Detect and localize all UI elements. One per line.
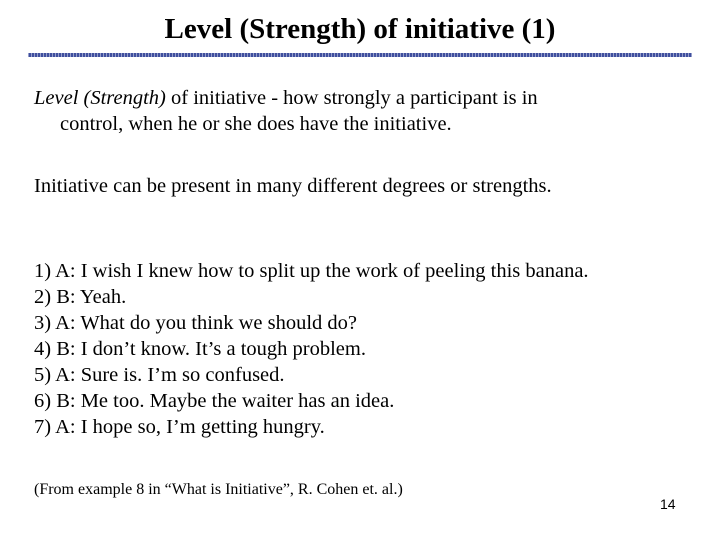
title-divider xyxy=(28,53,692,57)
dialogue-line: 2) B: Yeah. xyxy=(34,286,127,308)
dialogue-line: 5) A: Sure is. I’m so confused. xyxy=(34,364,285,386)
dialogue-line: 7) A: I hope so, I’m getting hungry. xyxy=(34,416,325,438)
dialogue-line: 4) B: I don’t know. It’s a tough problem. xyxy=(34,338,366,360)
statement-paragraph: Initiative can be present in many different degrees or strengths. xyxy=(34,175,552,197)
definition-continuation: control, when he or she does have the initiative. xyxy=(60,113,452,135)
dialogue-line: 6) B: Me too. Maybe the waiter has an idea. xyxy=(34,390,395,412)
dialogue-line: 1) A: I wish I knew how to split up the work of peeling this banana. xyxy=(34,260,589,282)
dialogue-list xyxy=(34,258,589,440)
definition-term: Level (Strength) xyxy=(34,87,166,109)
definition-paragraph xyxy=(34,85,674,137)
dialogue-line: 3) A: What do you think we should do? xyxy=(34,312,358,334)
page-number: 14 xyxy=(660,496,676,512)
slide-title: Level (Strength) of initiative (1) xyxy=(164,13,556,45)
citation: (From example 8 in “What is Initiative”, R. Cohen et. al.) xyxy=(34,481,403,498)
definition-text: of initiative - how strongly a participant is in xyxy=(165,87,538,109)
